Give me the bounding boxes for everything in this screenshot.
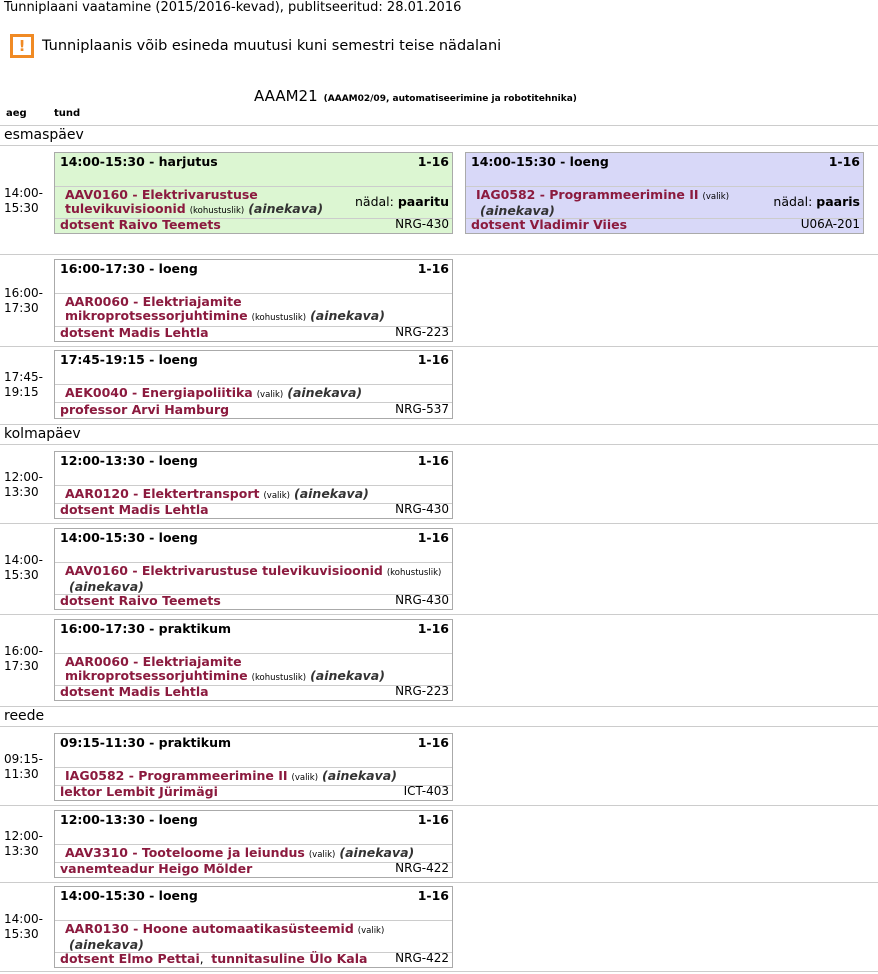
- row-divider: [0, 614, 878, 615]
- lesson-subject: [65, 386, 362, 402]
- lesson-time-type: 14:00-15:30 - loeng: [60, 530, 198, 545]
- lesson-subject-row: [55, 653, 452, 686]
- lesson-card[interactable]: [54, 810, 453, 878]
- lesson-weeks: 1-16: [417, 154, 449, 169]
- week-label: nädal:: [773, 194, 813, 209]
- lesson-subject-row: [55, 384, 452, 403]
- day-name: kolmapäev: [4, 426, 81, 442]
- lesson-card[interactable]: [54, 350, 453, 419]
- time-start: 17:45-: [4, 370, 43, 384]
- subject-link[interactable]: IAG0582 - Programmeerimine II: [65, 768, 288, 783]
- subject-link[interactable]: AAV3310 - Tooteloome ja leiundus: [65, 845, 305, 860]
- day-header: [0, 706, 878, 727]
- ainekava-link[interactable]: (ainekava): [310, 308, 385, 323]
- day-header: [0, 125, 878, 146]
- lesson-foot: [60, 325, 449, 340]
- subject-kind: (valik): [357, 926, 385, 936]
- page-title: Tunniplaani vaatamine (2015/2016-kevad), publitseeritud: 28.01.2016: [4, 0, 462, 15]
- lesson-weeks: 1-16: [417, 530, 449, 545]
- lecturer-link[interactable]: dotsent Madis Lehtla: [60, 684, 209, 699]
- slot-time: [4, 286, 43, 316]
- time-start: 12:00-: [4, 470, 43, 484]
- lesson-foot: [60, 217, 449, 232]
- slot-time: [4, 370, 43, 400]
- week-parity: [355, 194, 449, 209]
- slot-time: [4, 186, 43, 216]
- subject-link[interactable]: AAV0160 - Elektrivarustuse tulevikuvisioonid: [65, 187, 258, 216]
- lesson-card[interactable]: [465, 152, 864, 234]
- ainekava-link[interactable]: (ainekava): [69, 579, 144, 594]
- subject-link[interactable]: AAR0130 - Hoone automaatikasüsteemid: [65, 921, 354, 936]
- lesson-card[interactable]: [54, 733, 453, 801]
- slot-time: [4, 829, 43, 859]
- room: NRG-422: [395, 951, 449, 965]
- lesson-foot: [60, 593, 449, 608]
- lesson-subject: [65, 655, 385, 685]
- subject-kind: (valik): [263, 491, 290, 501]
- lecturer-link[interactable]: dotsent Madis Lehtla: [60, 502, 209, 517]
- lesson-subject-row: [55, 562, 452, 595]
- ainekava-link[interactable]: (ainekava): [69, 937, 144, 952]
- row-divider: [0, 971, 878, 972]
- lecturer-link[interactable]: lektor Lembit Jürimägi: [60, 784, 218, 799]
- room: ICT-403: [403, 784, 449, 798]
- lesson-head: [60, 530, 449, 561]
- time-end: 15:30: [4, 568, 39, 582]
- lesson-foot: [60, 502, 449, 517]
- lesson-weeks: 1-16: [417, 812, 449, 827]
- lesson-subject: [476, 188, 729, 218]
- time-start: 14:00-: [4, 553, 43, 567]
- day-name: reede: [4, 708, 45, 724]
- ainekava-link[interactable]: (ainekava): [287, 385, 363, 400]
- lesson-time-type: 14:00-15:30 - loeng: [60, 888, 198, 903]
- lecturer-link[interactable]: dotsent Madis Lehtla: [60, 325, 209, 340]
- time-start: 14:00-: [4, 912, 43, 926]
- slot-time: [4, 553, 43, 583]
- row-divider: [0, 346, 878, 347]
- row-divider: [0, 805, 878, 806]
- lesson-card[interactable]: [54, 152, 453, 234]
- slot-time: [4, 752, 43, 782]
- subject-kind: (kohustuslik): [189, 206, 245, 216]
- subject-kind: (kohustuslik): [251, 313, 307, 323]
- lecturer-link[interactable]: dotsent Raivo Teemets: [60, 217, 221, 232]
- lesson-weeks: 1-16: [417, 735, 449, 750]
- lecturer-link[interactable]: tunnitasuline Ülo Kala: [211, 951, 368, 966]
- subject-link[interactable]: AAR0060 - Elektriajamite mikroprotsessorjuhtimine: [65, 294, 248, 323]
- column-header-aeg: aeg: [6, 108, 27, 119]
- lesson-card[interactable]: [54, 451, 453, 519]
- subject-link[interactable]: AAR0060 - Elektriajamite mikroprotsessorjuhtimine: [65, 654, 248, 683]
- week-parity: [773, 194, 860, 209]
- lesson-subject: [65, 188, 323, 218]
- lesson-subject: [65, 769, 397, 785]
- lecturer-link[interactable]: dotsent Raivo Teemets: [60, 593, 221, 608]
- room: NRG-422: [395, 861, 449, 875]
- row-divider: [0, 882, 878, 883]
- lesson-head: [471, 154, 860, 185]
- room: NRG-430: [395, 217, 449, 231]
- warning-icon: [10, 34, 34, 58]
- time-start: 16:00-: [4, 644, 43, 658]
- ainekava-link[interactable]: (ainekava): [480, 203, 555, 218]
- lesson-head: [60, 261, 449, 292]
- subject-kind: (kohustuslik): [251, 673, 307, 683]
- lecturer-link[interactable]: dotsent Elmo Pettai: [60, 951, 200, 966]
- lesson-subject: [65, 295, 385, 325]
- lesson-head: [60, 352, 449, 383]
- time-start: 14:00-: [4, 186, 43, 200]
- lesson-card[interactable]: [54, 886, 453, 968]
- ainekava-link[interactable]: (ainekava): [294, 486, 369, 501]
- lesson-weeks: 1-16: [417, 621, 449, 636]
- group-title: [254, 87, 577, 105]
- room: U06A-201: [800, 217, 860, 231]
- ainekava-link[interactable]: (ainekava): [322, 768, 397, 783]
- lesson-foot: [60, 784, 449, 799]
- lesson-time-type: 16:00-17:30 - loeng: [60, 261, 198, 276]
- lesson-head: [60, 621, 449, 652]
- day-name: esmaspäev: [4, 127, 84, 143]
- subject-kind: (valik): [702, 192, 730, 202]
- time-end: 17:30: [4, 301, 39, 315]
- lesson-foot: dotsent Elmo Pettai, tunnitasuline Ülo Kala NRG-422: [60, 951, 449, 966]
- lesson-card[interactable]: [54, 528, 453, 610]
- lesson-subject: [65, 564, 441, 594]
- subject-link[interactable]: IAG0582 - Programmeerimine II: [476, 187, 699, 202]
- time-end: 11:30: [4, 767, 39, 781]
- subject-link[interactable]: AAR0120 - Elektertransport: [65, 486, 260, 501]
- lesson-head: [60, 735, 449, 766]
- week-value: paaritu: [397, 194, 449, 209]
- ainekava-link[interactable]: (ainekava): [339, 845, 415, 860]
- lesson-foot: [60, 684, 449, 699]
- lecturer-link[interactable]: professor Arvi Hamburg: [60, 402, 230, 417]
- group-detail: (AAAM02/09, automatiseerimine ja robotitehnika): [323, 94, 577, 104]
- lesson-weeks: 1-16: [828, 154, 860, 169]
- subject-kind: (valik): [308, 850, 336, 860]
- week-value: paaris: [816, 194, 860, 209]
- lesson-weeks: 1-16: [417, 888, 449, 903]
- room: NRG-430: [395, 593, 449, 607]
- lesson-card[interactable]: [54, 619, 453, 701]
- notice-text: Tunniplaanis võib esineda muutusi kuni semestri teise nädalani: [42, 38, 502, 54]
- lesson-weeks: 1-16: [417, 352, 449, 367]
- lesson-foot: [60, 861, 449, 876]
- room: NRG-223: [395, 325, 449, 339]
- time-start: 09:15-: [4, 752, 43, 766]
- lesson-subject: [65, 846, 414, 862]
- lesson-foot: [471, 217, 860, 232]
- lesson-subject-row: [55, 920, 452, 953]
- lesson-head: [60, 453, 449, 484]
- lesson-time-type: 12:00-13:30 - loeng: [60, 812, 198, 827]
- lesson-subject: [65, 487, 369, 503]
- lecturer-link[interactable]: dotsent Vladimir Viies: [471, 217, 628, 232]
- lesson-foot: [60, 402, 449, 417]
- subject-kind: (valik): [256, 390, 284, 400]
- lesson-card[interactable]: [54, 259, 453, 342]
- slot-time: [4, 644, 43, 674]
- day-header: [0, 424, 878, 445]
- time-end: 13:30: [4, 485, 39, 499]
- lecturer-link[interactable]: vanemteadur Heigo Mõlder: [60, 861, 253, 876]
- subject-link[interactable]: AAV0160 - Elektrivarustuse tulevikuvisioonid: [65, 563, 383, 578]
- ainekava-link[interactable]: (ainekava): [248, 201, 324, 216]
- lesson-time-type: 09:15-11:30 - praktikum: [60, 735, 232, 750]
- lesson-head: [60, 812, 449, 843]
- group-code: AAAM21: [254, 87, 318, 105]
- time-end: 13:30: [4, 844, 39, 858]
- column-header-tund: tund: [54, 108, 81, 119]
- lesson-subject-row: [466, 186, 863, 219]
- lesson-time-type: 14:00-15:30 - loeng: [471, 154, 609, 169]
- warning-icon-glyph: !: [13, 37, 31, 55]
- slot-time: [4, 912, 43, 942]
- row-divider: [0, 254, 878, 255]
- lesson-weeks: 1-16: [417, 261, 449, 276]
- lesson-time-type: 14:00-15:30 - harjutus: [60, 154, 218, 169]
- lesson-subject-row: [55, 293, 452, 327]
- week-label: nädal:: [354, 194, 394, 209]
- row-divider: [0, 523, 878, 524]
- time-end: 15:30: [4, 201, 39, 215]
- subject-link[interactable]: AEK0040 - Energiapoliitika: [65, 385, 253, 400]
- room: NRG-537: [395, 402, 449, 416]
- ainekava-link[interactable]: (ainekava): [310, 668, 385, 683]
- time-end: 15:30: [4, 927, 39, 941]
- lesson-time-type: 12:00-13:30 - loeng: [60, 453, 198, 468]
- time-start: 16:00-: [4, 286, 43, 300]
- lesson-weeks: 1-16: [417, 453, 449, 468]
- room: NRG-430: [395, 502, 449, 516]
- time-end: 19:15: [4, 385, 39, 399]
- room: NRG-223: [395, 684, 449, 698]
- lesson-head: [60, 154, 449, 185]
- lesson-time-type: 17:45-19:15 - loeng: [60, 352, 198, 367]
- lesson-subject: [65, 922, 384, 952]
- subject-kind: (valik): [291, 773, 319, 783]
- subject-kind: (kohustuslik): [386, 568, 442, 578]
- time-end: 17:30: [4, 659, 39, 673]
- lesson-head: [60, 888, 449, 919]
- slot-time: [4, 470, 43, 500]
- lesson-time-type: 16:00-17:30 - praktikum: [60, 621, 232, 636]
- lesson-subject-row: [55, 186, 452, 219]
- time-start: 12:00-: [4, 829, 43, 843]
- notice: [10, 34, 501, 58]
